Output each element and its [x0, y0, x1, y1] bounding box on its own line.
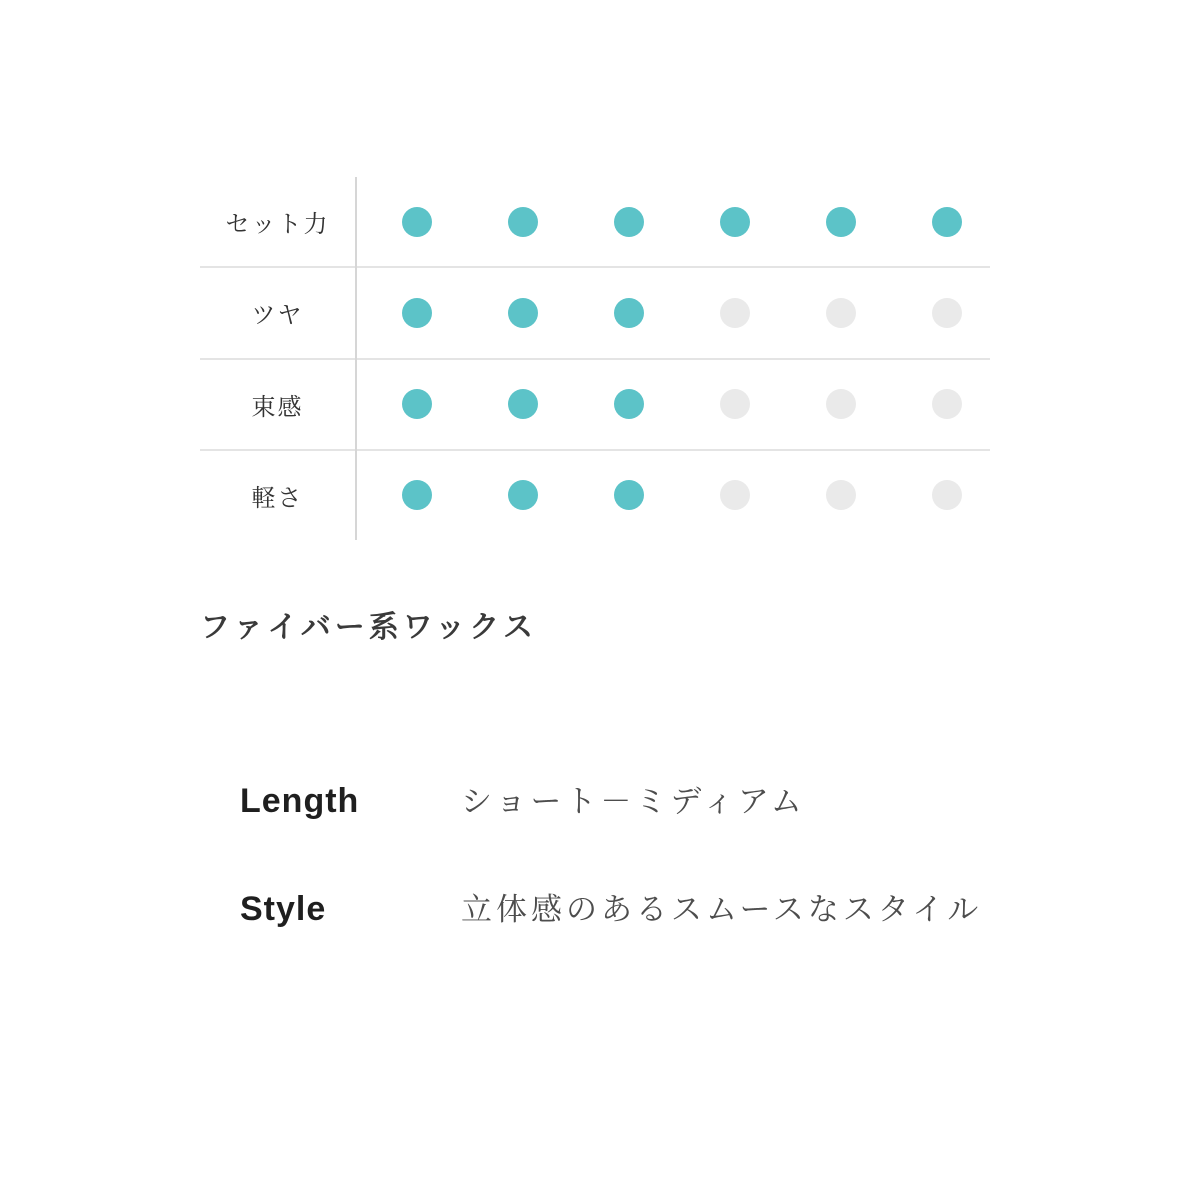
chart-row-bundle-texture	[200, 358, 990, 449]
rating-dot-empty	[720, 389, 750, 419]
detail-row-length	[240, 776, 982, 820]
rating-dot-filled	[932, 207, 962, 237]
chart-axis-line	[355, 177, 357, 540]
detail-value-length: ショート－ミディアム	[461, 784, 806, 819]
rating-dot-filled	[402, 480, 432, 510]
chart-row-shine	[200, 266, 990, 357]
rating-dot-filled	[614, 480, 644, 510]
rating-dot-filled	[402, 389, 432, 419]
rating-dots	[355, 480, 962, 510]
rating-dot-filled	[826, 207, 856, 237]
chart-category-label: セット力	[225, 212, 330, 239]
chart-rows	[200, 177, 990, 540]
rating-dot-filled	[720, 207, 750, 237]
rating-dot-empty	[932, 480, 962, 510]
rating-dot-filled	[508, 207, 538, 237]
detail-row-style	[240, 884, 982, 928]
rating-dot-empty	[720, 298, 750, 328]
rating-dot-filled	[508, 389, 538, 419]
rating-dot-empty	[932, 389, 962, 419]
rating-dot-filled	[614, 298, 644, 328]
rating-dots	[355, 207, 962, 237]
chart-category-label: 軽さ	[251, 485, 304, 512]
rating-dot-empty	[720, 480, 750, 510]
rating-dot-filled	[402, 207, 432, 237]
detail-value-style: 立体感のあるスムースなスタイル	[461, 892, 983, 927]
chart-category-label: ツヤ	[251, 303, 304, 330]
chart-row-set-power	[200, 177, 990, 266]
rating-chart	[200, 177, 990, 540]
rating-dot-filled	[508, 298, 538, 328]
rating-dots	[355, 298, 962, 328]
rating-dot-filled	[508, 480, 538, 510]
rating-dot-filled	[402, 298, 432, 328]
chart-row-lightness	[200, 449, 990, 540]
rating-dot-empty	[826, 480, 856, 510]
rating-dot-empty	[826, 298, 856, 328]
wax-type-heading: ファイバー系ワックス	[200, 611, 537, 644]
rating-dot-empty	[826, 389, 856, 419]
rating-dot-empty	[932, 298, 962, 328]
rating-dot-filled	[614, 389, 644, 419]
detail-label-length: Length	[240, 782, 360, 820]
details-table	[240, 776, 982, 992]
detail-label-style: Style	[240, 890, 327, 928]
rating-dots	[355, 389, 962, 419]
rating-dot-filled	[614, 207, 644, 237]
chart-category-label: 束感	[251, 394, 304, 421]
